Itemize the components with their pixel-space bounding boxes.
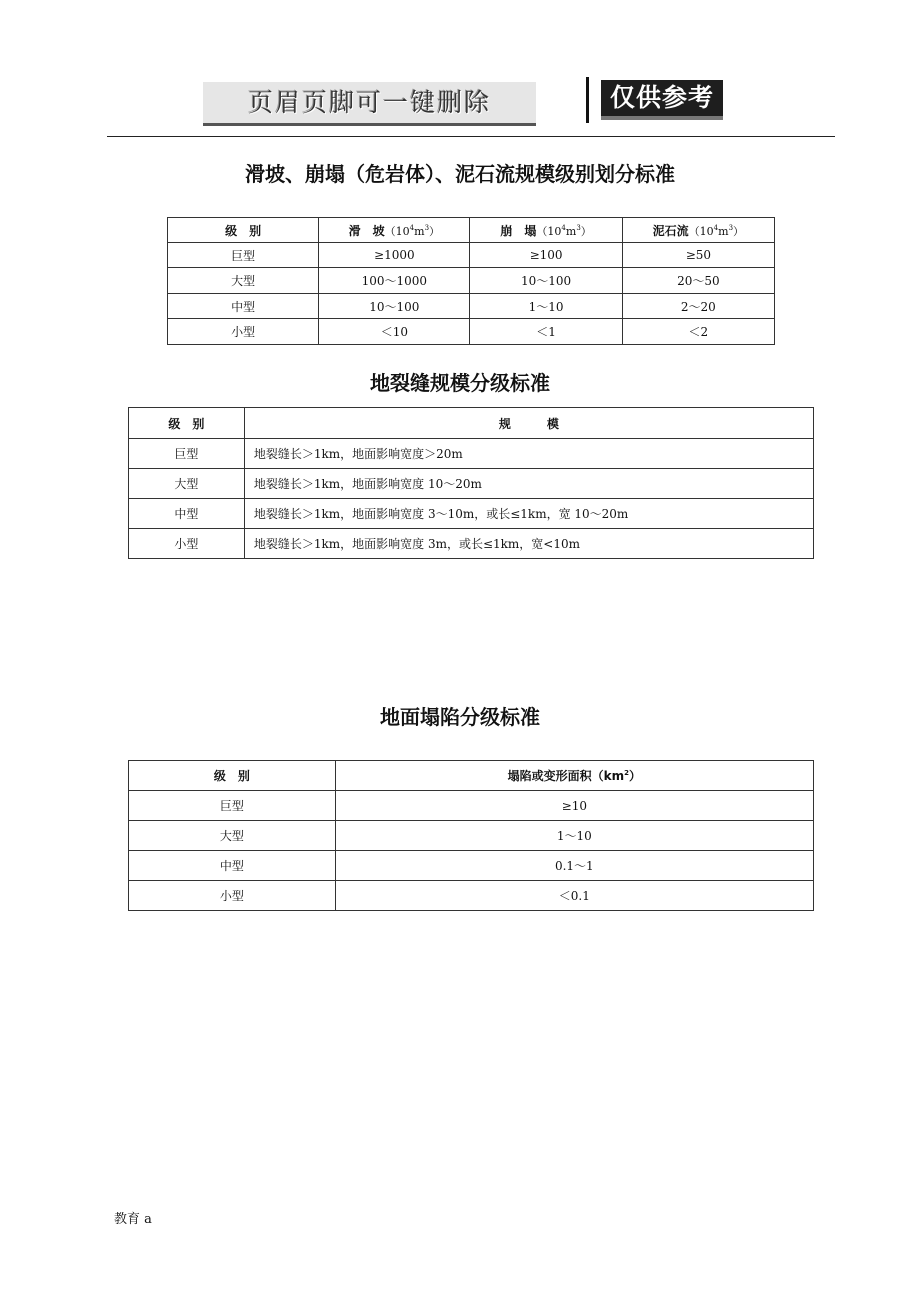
column-header: 级 别 (129, 761, 336, 791)
table-cell: 地裂缝长＞1km，地面影响宽度＞20m (244, 439, 813, 469)
column-header: 塌陷或变形面积$(km^2)$ (335, 761, 813, 791)
table-cell: ＜1 (470, 319, 622, 345)
table-cell: 大型 (168, 268, 319, 294)
table-cell: 中型 (129, 499, 245, 529)
table-row (129, 469, 814, 499)
table-row (168, 268, 775, 294)
column-header: 崩 塌$(10^4m^3)$ (470, 218, 622, 243)
table-row (129, 791, 814, 821)
table-row (168, 294, 775, 319)
column-header: 级 别 (129, 408, 245, 439)
table-cell: 1～10 (335, 821, 813, 851)
table-cell: ≥50 (622, 243, 774, 268)
table-cell: 10～100 (470, 268, 622, 294)
table-cell: 大型 (129, 469, 245, 499)
table-landslide-scale (167, 217, 775, 345)
section-title-ground-collapse: 地面塌陷分级标准 (380, 705, 540, 729)
table-cell: 大型 (129, 821, 336, 851)
header-rule (107, 136, 835, 137)
table-cell: 巨型 (129, 439, 245, 469)
header-banner-left: 页眉页脚可一键删除 (203, 82, 536, 126)
table-cell: 巨型 (168, 243, 319, 268)
column-header: 泥石流$(10^4m^3)$ (622, 218, 774, 243)
table-cell: 地裂缝长＞1km，地面影响宽度 10～20m (244, 469, 813, 499)
table-cell: ＜10 (319, 319, 470, 345)
table-cell: 100～1000 (319, 268, 470, 294)
section-title-ground-fissure: 地裂缝规模分级标准 (370, 371, 550, 395)
table-cell: 地裂缝长＞1km，地面影响宽度 3m，或长≤1km，宽<10m (244, 529, 813, 559)
table-cell: 小型 (129, 529, 245, 559)
section-title-landslide: 滑坡、崩塌（危岩体）、泥石流规模级别划分标准 (245, 162, 675, 186)
table-cell: ＜2 (622, 319, 774, 345)
table-row (129, 439, 814, 469)
header-banner-right: 仅供参考 (601, 80, 723, 120)
table-cell: ≥1000 (319, 243, 470, 268)
table-cell: ≥100 (470, 243, 622, 268)
table-header-row (129, 408, 814, 439)
table-cell: 小型 (168, 319, 319, 345)
table-row (129, 529, 814, 559)
table-header-row (168, 218, 775, 243)
table-cell: ＜0.1 (335, 881, 813, 911)
header-separator (586, 77, 589, 123)
column-header: 滑 坡$(10^4m^3)$ (319, 218, 470, 243)
table-row (168, 243, 775, 268)
table-cell: 中型 (129, 851, 336, 881)
table-header-row (129, 761, 814, 791)
table-ground-fissure-scale (128, 407, 814, 559)
table-cell: 巨型 (129, 791, 336, 821)
column-header: 规 模 (244, 408, 813, 439)
table-row (129, 821, 814, 851)
table-cell: 10～100 (319, 294, 470, 319)
table-cell: 小型 (129, 881, 336, 911)
table-ground-collapse-scale (128, 760, 814, 911)
table-cell: 中型 (168, 294, 319, 319)
table-row (129, 499, 814, 529)
table-cell: 2～20 (622, 294, 774, 319)
table-cell: 0.1～1 (335, 851, 813, 881)
column-header: 级 别 (168, 218, 319, 243)
table-cell: 地裂缝长＞1km，地面影响宽度 3～10m，或长≤1km，宽 10～20m (244, 499, 813, 529)
table-cell: 20～50 (622, 268, 774, 294)
table-cell: ≥10 (335, 791, 813, 821)
table-row (129, 851, 814, 881)
table-row (129, 881, 814, 911)
table-cell: 1～10 (470, 294, 622, 319)
table-row (168, 319, 775, 345)
footer-text: 教育 a (114, 1212, 152, 1227)
